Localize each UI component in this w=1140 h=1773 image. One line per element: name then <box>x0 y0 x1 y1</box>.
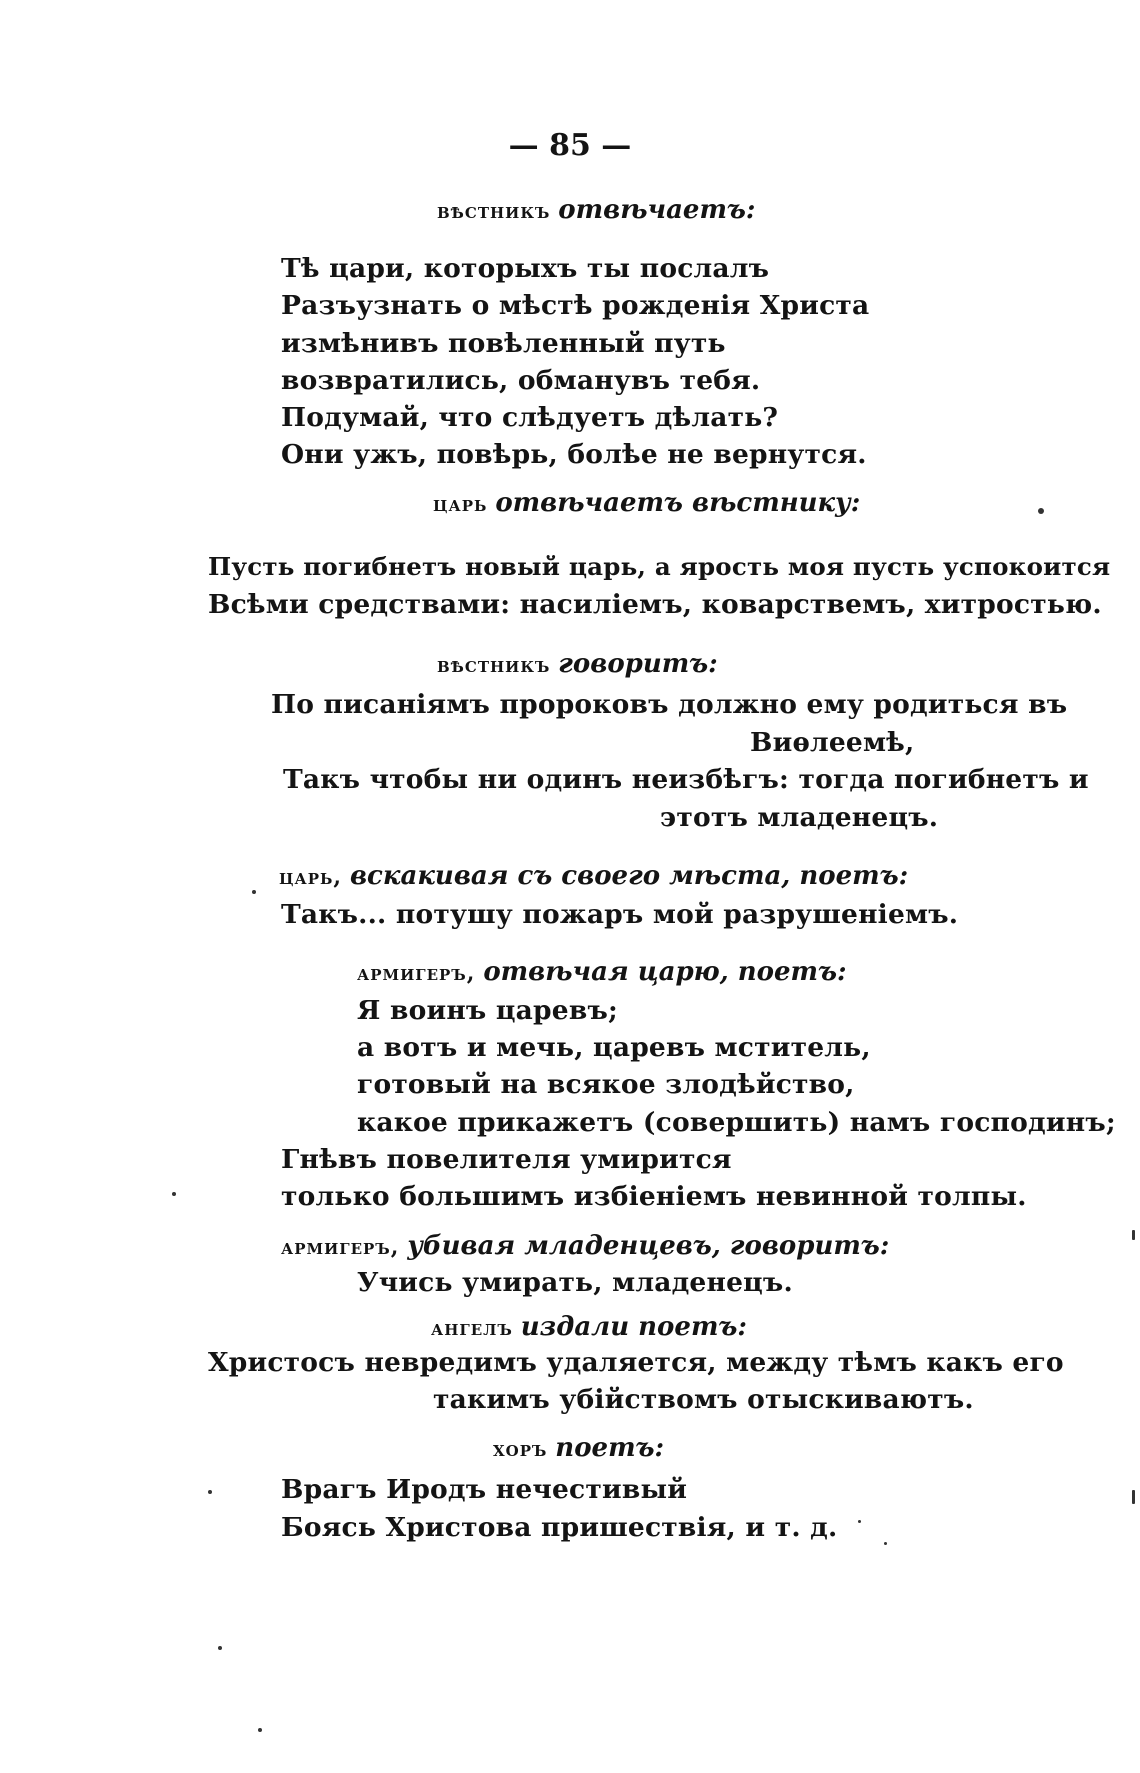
verse-line: возвратились, обманувъ тебя. <box>281 365 761 396</box>
page-number: — 85 — <box>508 128 632 163</box>
speaker-name: царь, <box>279 864 343 890</box>
scan-speck <box>258 1728 262 1732</box>
scan-speck <box>858 1520 861 1523</box>
stage-direction <box>279 860 908 893</box>
verse-line: Такъ... потушу пожаръ мой разрушеніемъ. <box>281 899 959 930</box>
stage-direction <box>357 956 847 989</box>
scan-speck <box>208 1490 212 1494</box>
speaker-name: царь <box>433 491 488 517</box>
scan-speck <box>172 1192 176 1196</box>
direction-text: отвѣчаетъ: <box>558 195 756 225</box>
verse-line: Виѳлеемѣ, <box>750 727 915 758</box>
direction-text: отвѣчаетъ вѣстнику: <box>495 488 861 518</box>
scan-speck <box>218 1646 222 1650</box>
stage-direction <box>281 1230 889 1263</box>
verse-line: Врагъ Иродъ нечестивый <box>281 1474 688 1505</box>
direction-text: убивая младенцевъ, говоритъ: <box>407 1231 890 1261</box>
direction-text: вскакивая съ своего мѣста, поетъ: <box>349 861 909 891</box>
speaker-name: ангелъ <box>431 1315 513 1341</box>
speaker-name: вѣстникъ <box>437 652 551 678</box>
scan-speck <box>884 1542 887 1545</box>
stage-direction <box>431 1311 747 1344</box>
scan-speck <box>1132 1230 1135 1240</box>
verse-line: Христосъ невредимъ удаляется, между тѣмъ какъ его <box>208 1347 1064 1378</box>
verse-line: Я воинъ царевъ; <box>357 995 618 1026</box>
verse-line: а вотъ и мечь, царевъ мститель, <box>357 1032 871 1063</box>
stage-direction <box>493 1432 664 1465</box>
verse-line: Гнѣвъ повелителя умирится <box>281 1144 732 1175</box>
verse-line: измѣнивъ повѣленный путь <box>281 328 726 359</box>
verse-line: какое прикажетъ (совершить) намъ господинъ; <box>357 1107 1116 1138</box>
direction-text: поетъ: <box>555 1433 665 1463</box>
verse-line: Такъ чтобы ни одинъ неизбѣгъ: тогда погибнетъ и <box>283 764 1089 795</box>
direction-text: издали поетъ: <box>520 1312 747 1342</box>
scan-speck <box>252 890 256 894</box>
verse-line: Разъузнать о мѣстѣ рожденія Христа <box>281 290 870 321</box>
verse-line: Учись умирать, младенецъ. <box>357 1267 793 1298</box>
verse-line: только большимъ избіеніемъ невинной толпы. <box>281 1181 1027 1212</box>
stage-direction <box>437 648 718 681</box>
speaker-name: хоръ <box>493 1436 548 1462</box>
stage-direction <box>437 194 756 227</box>
verse-line: такимъ убійствомъ отыскиваютъ. <box>433 1384 974 1415</box>
scan-speck <box>1038 508 1044 514</box>
scan-speck <box>1132 1490 1135 1504</box>
verse-line: Подумай, что слѣдуетъ дѣлать? <box>281 402 779 433</box>
verse-line: готовый на всякое злодѣйство, <box>357 1069 855 1100</box>
stage-direction <box>433 487 860 520</box>
direction-text: отвѣчая царю, поетъ: <box>483 957 847 987</box>
verse-line: Пусть погибнетъ новый царь, а ярость моя пусть успокоится <box>208 552 1111 581</box>
speaker-name: вѣстникъ <box>437 198 551 224</box>
verse-line: Боясь Христова пришествія, и т. д. <box>281 1512 838 1543</box>
verse-line: Всѣми средствами: насиліемъ, коварствемъ, хитростью. <box>208 589 1102 620</box>
verse-line: По писаніямъ пророковъ должно ему родиться въ <box>271 689 1068 720</box>
speaker-name: армигеръ, <box>357 960 476 986</box>
speaker-name: армигеръ, <box>281 1234 400 1260</box>
verse-line: Тѣ цари, которыхъ ты послалъ <box>281 253 770 284</box>
verse-line: этотъ младенецъ. <box>660 802 939 833</box>
verse-line: Они ужъ, повѣрь, болѣе не вернутся. <box>281 439 867 470</box>
direction-text: говоритъ: <box>558 649 718 679</box>
